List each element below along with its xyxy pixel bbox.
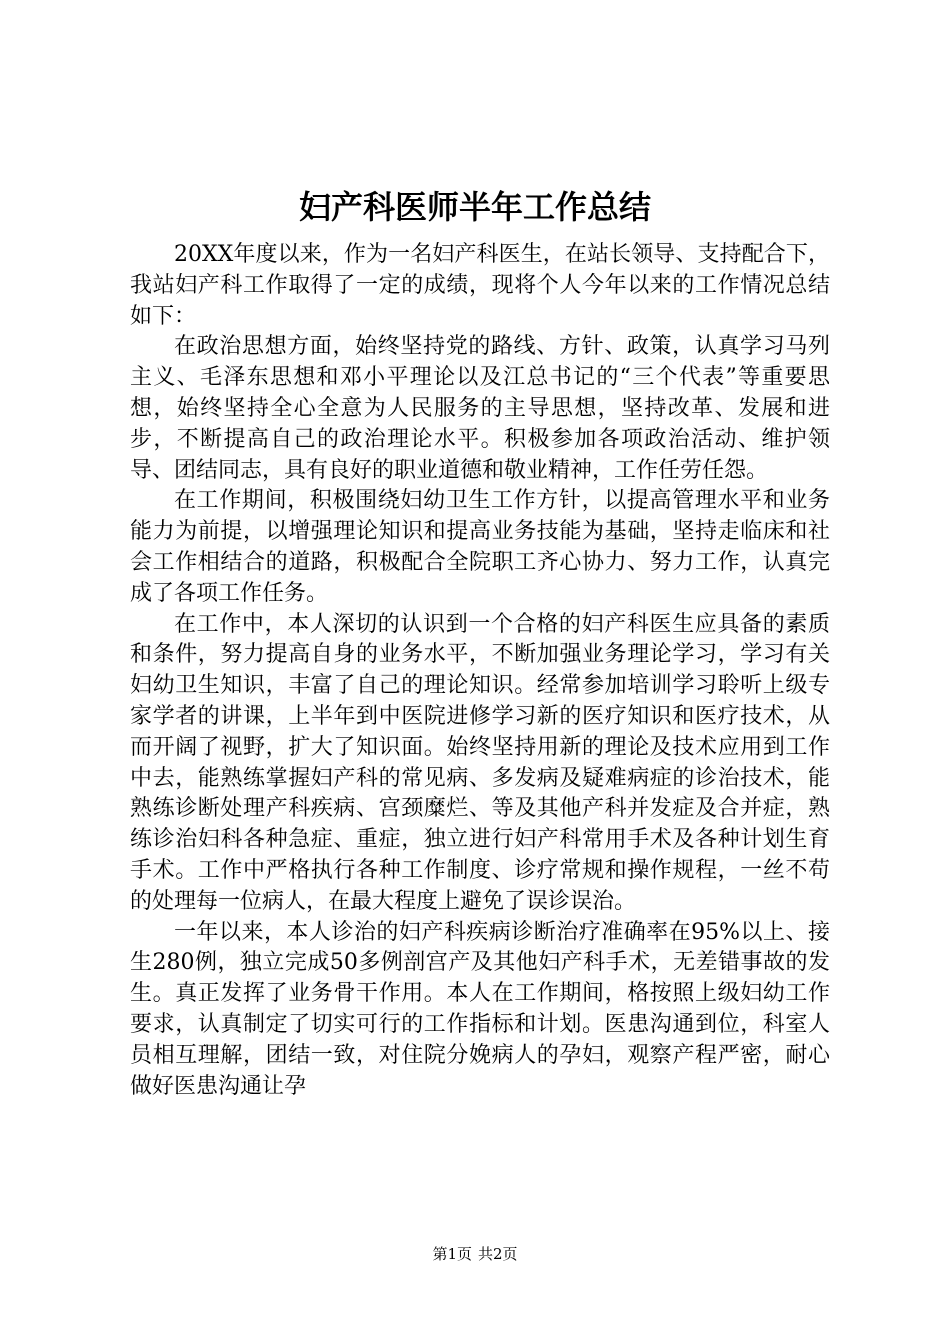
page-footer	[0, 1244, 950, 1264]
paragraph-professional-skills: 在工作中，本人深切的认识到一个合格的妇产科医生应具备的素质和条件，努力提高自身的业务水平，不断加强业务理论学习，学习有关妇幼卫生知识，丰富了自己的理论知识。经常参加培训学习聆听上级专家学者的讲课，上半年到中医院进修学习新的医疗知识和医疗技术，从而开阔了视野，扩大了知识面。始终坚持用新的理论及技术应用到工作中去，能熟练掌握妇产科的常见病、多发病及疑难病症的诊治技术，能熟练诊断处理产科疾病、宫颈糜烂、等及其他产科并发症及合并症，熟练诊治妇科各种急症、重症，独立进行妇产科常用手术及各种计划生育手术。工作中严格执行各种工作制度、诊疗常规和操作规程，一丝不苟的处理每一位病人，在最大程度上避免了误诊误治。	[130, 611, 830, 914]
document-body	[130, 240, 830, 1102]
page-total: 共2页	[478, 1245, 518, 1263]
paragraph-work-period: 在工作期间，积极围绕妇幼卫生工作方针，以提高管理水平和业务能力为前提，以增强理论知识和提高业务技能为基础，坚持走临床和社会工作相结合的道路，积极配合全院职工齐心协力、努力工作，认真完成了各项工作任务。	[130, 488, 830, 606]
paragraph-annual-results: 一年以来，本人诊治的妇产科疾病诊断治疗准确率在95%以上、接生280例，独立完成50多例剖宫产及其他妇产科手术，无差错事故的发生。真正发挥了业务骨干作用。本人在工作期间，格按照上级妇幼工作要求，认真制定了切实可行的工作指标和计划。医患沟通到位，科室人员相互理解，团结一致，对住院分娩病人的孕妇，观察产程严密，耐心做好医患沟通让孕	[130, 919, 830, 1099]
page-number: 第1页	[432, 1245, 472, 1263]
paragraph-intro: 20XX年度以来，作为一名妇产科医生，在站长领导、支持配合下，我站妇产科工作取得了一定的成绩，现将个人今年以来的工作情况总结如下：	[130, 242, 830, 329]
document-title: 妇产科医师半年工作总结	[298, 188, 651, 226]
paragraph-political-thought: 在政治思想方面，始终坚持党的路线、方针、政策，认真学习马列主义、毛泽东思想和邓小平理论以及江总书记的“三个代表”等重要思想，始终坚持全心全意为人民服务的主导思想，坚持改革、发展和进步，不断提高自己的政治理论水平。积极参加各项政治活动、维护领导、团结同志，具有良好的职业道德和敬业精神，工作任劳任怨。	[130, 334, 830, 483]
